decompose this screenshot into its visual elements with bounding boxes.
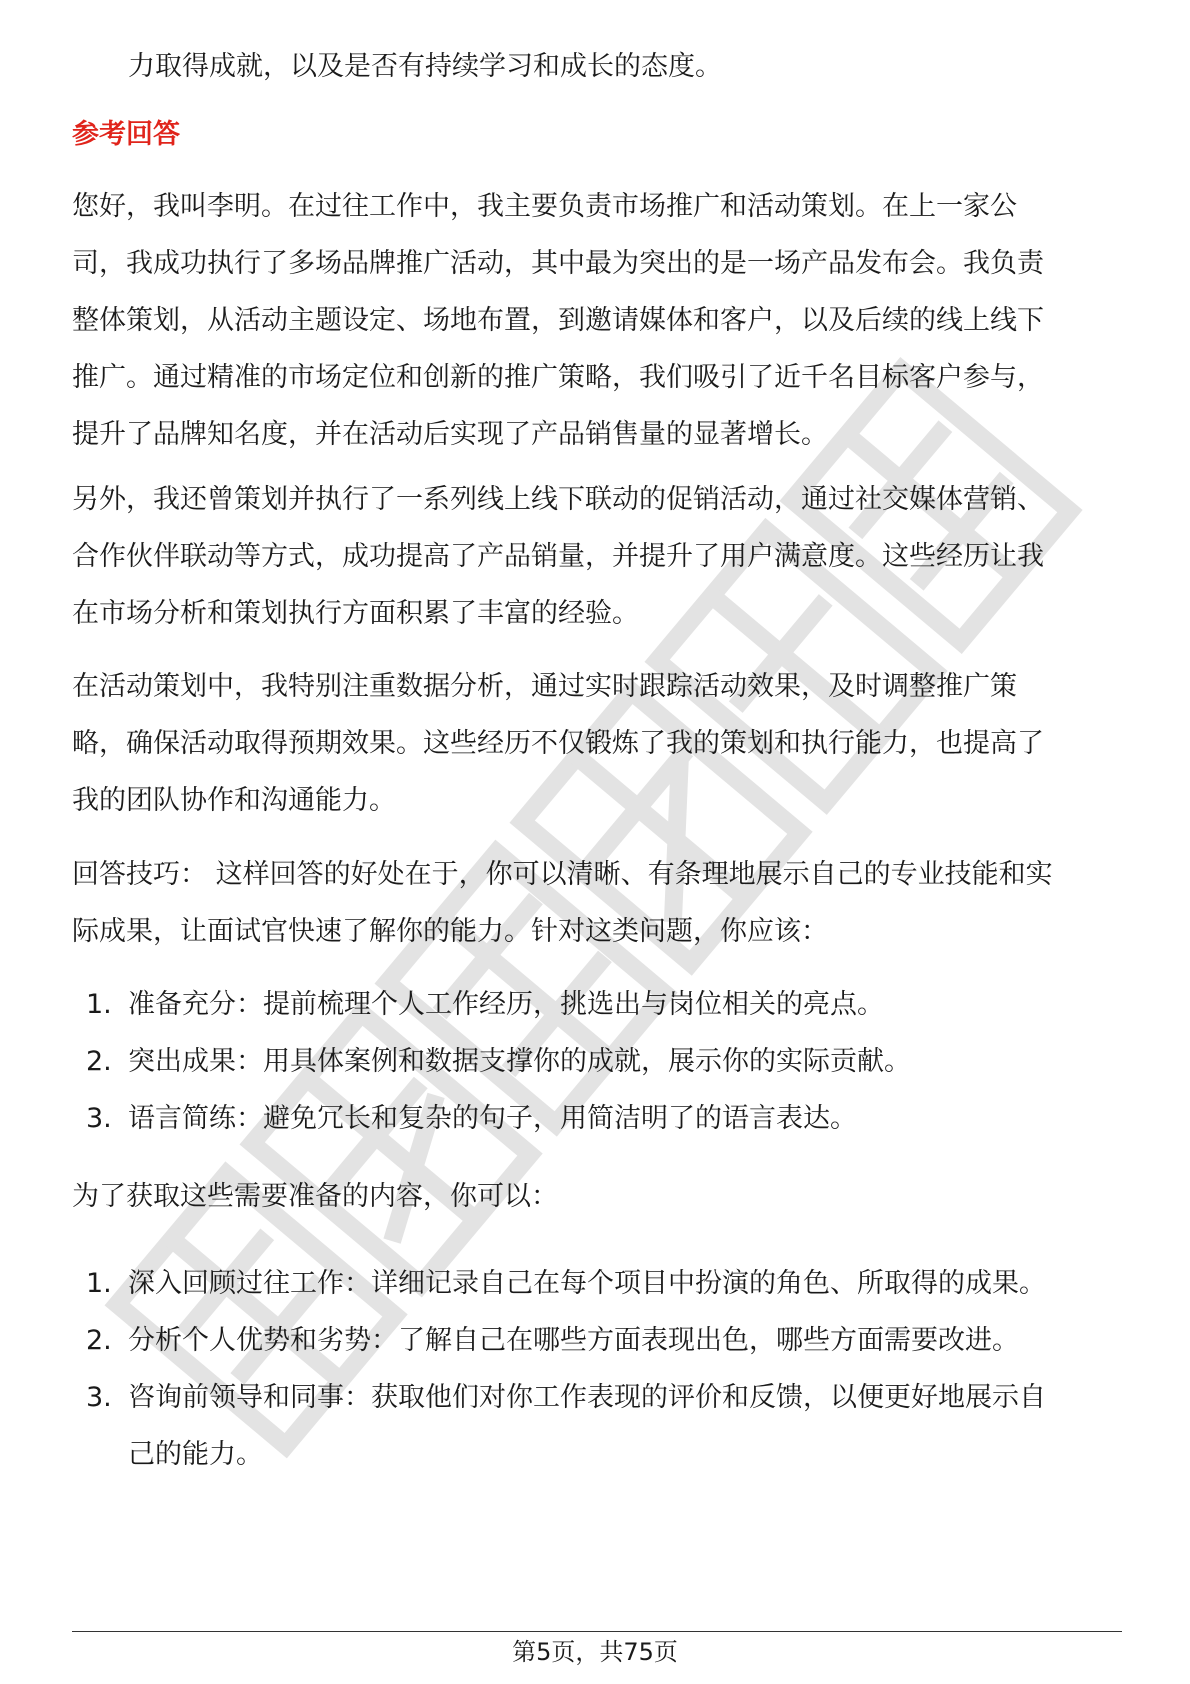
list-number: 3.	[86, 1103, 112, 1134]
paragraph-line: 整体策划，从活动主题设定、场地布置，到邀请媒体和客户，以及后续的线上线下	[72, 305, 1044, 336]
list-number: 2.	[86, 1325, 112, 1356]
footer-divider	[72, 1631, 1122, 1632]
paragraph-line: 提升了品牌知名度，并在活动后实现了产品销售量的显著增长。	[72, 419, 828, 450]
paragraph-line: 在市场分析和策划执行方面积累了丰富的经验。	[72, 598, 639, 629]
answer-paragraph-1	[72, 178, 1044, 463]
paragraph-line: 司，我成功执行了多场品牌推广活动，其中最为突出的是一场产品发布会。我负责	[72, 248, 1044, 279]
intro-tail-line: 力取得成就，以及是否有持续学习和成长的态度。	[128, 51, 722, 82]
tips-line: 回答技巧： 这样回答的好处在于，你可以清晰、有条理地展示自己的专业技能和实	[72, 859, 1053, 890]
list-text: 突出成果：用具体案例和数据支撑你的成就，展示你的实际贡献。	[128, 1046, 911, 1077]
prep-intro	[72, 1168, 558, 1225]
answer-paragraph-3	[72, 658, 1044, 829]
list-text: 咨询前领导和同事：获取他们对你工作表现的评价和反馈，以便更好地展示自	[128, 1382, 1046, 1413]
intro-continuation	[72, 38, 722, 95]
list-text: 分析个人优势和劣势：了解自己在哪些方面表现出色，哪些方面需要改进。	[128, 1325, 1019, 1356]
list-text: 深入回顾过往工作：详细记录自己在每个项目中扮演的角色、所取得的成果。	[128, 1268, 1046, 1299]
paragraph-line: 我的团队协作和沟通能力。	[72, 785, 396, 816]
list-item	[72, 1312, 1046, 1369]
paragraph-line: 另外，我还曾策划并执行了一系列线上线下联动的促销活动，通过社交媒体营销、	[72, 484, 1044, 515]
paragraph-line: 合作伙伴联动等方式，成功提高了产品销量，并提升了用户满意度。这些经历让我	[72, 541, 1044, 572]
list-number: 3.	[86, 1382, 112, 1413]
list-number: 1.	[86, 1268, 112, 1299]
list-number: 2.	[86, 1046, 112, 1077]
list-item	[72, 1255, 1046, 1312]
tips-list	[72, 976, 911, 1147]
reference-heading: 参考回答	[72, 119, 180, 150]
list-item	[72, 976, 911, 1033]
tips-paragraph	[72, 846, 1053, 960]
list-number: 1.	[86, 989, 112, 1020]
page-number: 第5页，共75页	[512, 1638, 678, 1666]
list-text: 语言简练：避免冗长和复杂的句子，用简洁明了的语言表达。	[128, 1103, 857, 1134]
paragraph-line: 推广。通过精准的市场定位和创新的推广策略，我们吸引了近千名目标客户参与，	[72, 362, 1044, 393]
answer-paragraph-2	[72, 471, 1044, 642]
tips-line: 际成果，让面试官快速了解你的能力。针对这类问题，你应该：	[72, 916, 828, 947]
list-text: 己的能力。	[128, 1439, 263, 1470]
list-item	[72, 1033, 911, 1090]
paragraph-line: 略，确保活动取得预期效果。这些经历不仅锻炼了我的策划和执行能力，也提高了	[72, 728, 1044, 759]
list-text: 准备充分：提前梳理个人工作经历，挑选出与岗位相关的亮点。	[128, 989, 884, 1020]
paragraph-line: 在活动策划中，我特别注重数据分析，通过实时跟踪活动效果，及时调整推广策	[72, 671, 1017, 702]
reference-section	[72, 106, 180, 163]
list-item	[72, 1369, 1046, 1426]
list-item-continuation	[72, 1426, 1046, 1483]
prep-list	[72, 1255, 1046, 1483]
list-item	[72, 1090, 911, 1147]
prep-intro-line: 为了获取这些需要准备的内容，你可以：	[72, 1181, 558, 1212]
paragraph-line: 您好，我叫李明。在过往工作中，我主要负责市场推广和活动策划。在上一家公	[72, 191, 1017, 222]
